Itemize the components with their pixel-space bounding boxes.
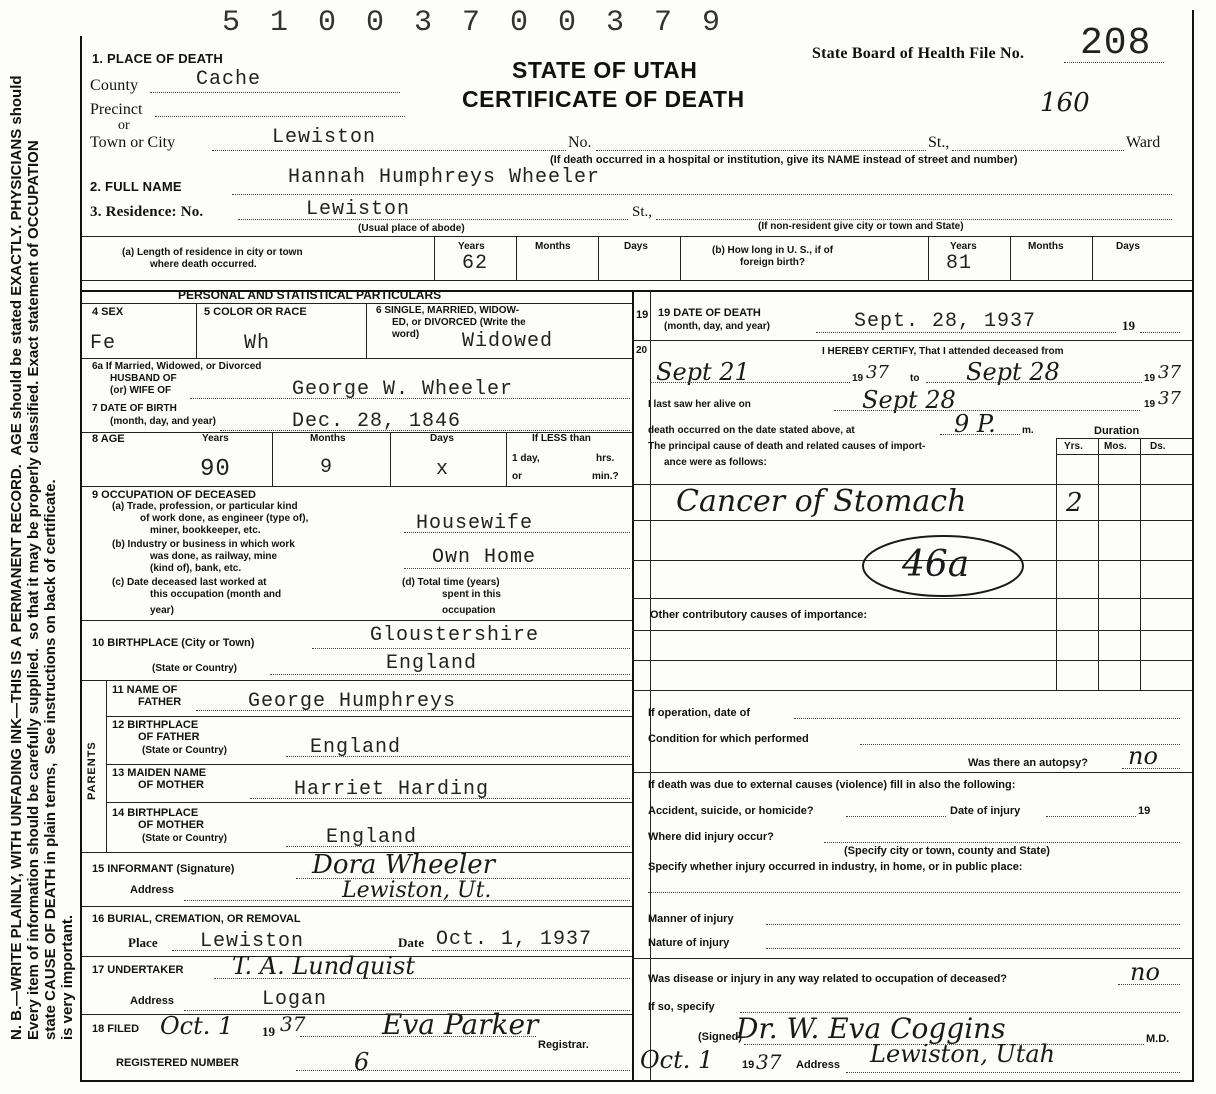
dob-value: Dec. 28, 1846: [292, 410, 462, 433]
occ-d-line2: spent in this: [442, 589, 501, 600]
age-days-header: Days: [430, 433, 454, 444]
mother-birthplace-label-a: 14 BIRTHPLACE: [112, 807, 199, 819]
age-days-value: x: [436, 458, 450, 481]
sex-label: 4 SEX: [92, 306, 124, 318]
file-number: 208: [1080, 22, 1152, 65]
filed-label: 18 FILED: [92, 1023, 140, 1035]
dod-label-a: 19 DATE OF DEATH: [658, 307, 761, 319]
informant-address: Lewiston, Ut.: [342, 878, 492, 903]
registered-number-value: 6: [354, 1048, 370, 1076]
residence-months-header: Months: [535, 241, 571, 252]
dod-19: 19: [1122, 318, 1135, 333]
informant-label: 15 INFORMANT (Signature): [92, 863, 235, 875]
undertaker-address: Logan: [262, 988, 328, 1011]
less-min-label: min.?: [592, 471, 619, 482]
place-heading: 1. PLACE OF DEATH: [92, 51, 224, 66]
sex-value: Fe: [90, 332, 117, 355]
age-years-value: 90: [200, 456, 231, 483]
registrar-signature: Eva Parker: [382, 1008, 539, 1041]
mother-label-b: OF MOTHER: [138, 779, 204, 791]
less-hrs-label: hrs.: [596, 453, 615, 464]
personal-heading: PERSONAL AND STATISTICAL PARTICULARS: [178, 288, 442, 302]
attended-to: Sept 28: [966, 358, 1060, 386]
signed-date: Oct. 1: [640, 1046, 714, 1074]
industry-value: Own Home: [432, 546, 537, 569]
from-year: 37: [866, 362, 889, 383]
where-note: (Specify city or town, county and State): [844, 845, 1050, 857]
no-label: No.: [568, 134, 592, 151]
other-causes-label: Other contributory causes of importance:: [650, 609, 867, 621]
external-causes-label: If death was due to external causes (violence) fill in also the following:: [648, 779, 1016, 791]
condition-label: Condition for which performed: [648, 733, 809, 745]
physician-address-label: Address: [796, 1059, 841, 1071]
filed-year: 37: [280, 1012, 306, 1036]
dod-number: 19: [636, 309, 649, 321]
principal-label-b: ance were as follows:: [664, 457, 767, 468]
county-label: County: [90, 77, 139, 94]
age-months-header: Months: [310, 433, 346, 444]
from-year-prefix: 19: [852, 373, 864, 384]
occ-c-line3: year): [150, 605, 174, 616]
undertaker-address-label: Address: [130, 995, 175, 1007]
father-birthplace-label-a: 12 BIRTHPLACE: [112, 719, 199, 731]
marital-label-c: word): [392, 329, 420, 340]
burial-date-value: Oct. 1, 1937: [436, 928, 593, 951]
length-label-b: where death occurred.: [150, 259, 257, 270]
age-years-header: Years: [202, 433, 229, 444]
mother-birthplace-label-c: (State or Country): [142, 833, 227, 844]
birthplace-label: 10 BIRTHPLACE (City or Town): [92, 637, 255, 649]
injury-date-label: Date of injury: [950, 805, 1021, 817]
operation-label: If operation, date of: [648, 707, 751, 719]
registered-number-label: REGISTERED NUMBER: [116, 1057, 239, 1069]
principal-label-a: The principal cause of death and related causes of import-: [648, 441, 926, 452]
us-years-header: Years: [950, 241, 977, 252]
occ-b-line1: (b) Industry or business in which work: [112, 539, 295, 550]
m-label: m.: [1022, 425, 1034, 436]
age-label: 8 AGE: [92, 433, 125, 445]
us-label-b: foreign birth?: [740, 257, 805, 268]
father-birthplace-label-c: (State or Country): [142, 745, 227, 756]
related-label: Was disease or injury in any way related to occupation of deceased?: [648, 973, 1008, 985]
registration-mark: 160: [1040, 88, 1090, 118]
father-birthplace-label-b: OF FATHER: [138, 731, 200, 743]
to-label: to: [910, 373, 920, 384]
autopsy-label: Was there an autopsy?: [968, 757, 1089, 769]
filed-date: Oct. 1: [160, 1012, 234, 1040]
occupation-value: Housewife: [416, 512, 534, 535]
mother-birthplace-label-b: OF MOTHER: [138, 819, 204, 831]
color-value: Wh: [244, 332, 271, 355]
occurred-label: death occurred on the date stated above, at: [648, 425, 855, 436]
filed-year-prefix: 19: [262, 1024, 275, 1039]
state-title: STATE OF UTAH: [512, 57, 698, 83]
dob-label-b: (month, day, and year): [110, 416, 216, 427]
burial-place-label: Place: [128, 935, 158, 950]
us-months-header: Months: [1028, 241, 1064, 252]
certify-number: 20: [636, 345, 648, 356]
occ-d-line1: (d) Total time (years): [402, 577, 500, 588]
county-value: Cache: [196, 68, 262, 91]
occ-d-line3: occupation: [442, 605, 496, 616]
occupation-heading: 9 OCCUPATION OF DECEASED: [92, 489, 256, 501]
length-label-a: (a) Length of residence in city or town: [122, 247, 303, 258]
less-label: If LESS than: [532, 433, 591, 444]
cause-code: 46a: [902, 544, 970, 585]
marital-label-b: ED, or DIVORCED (Write the: [392, 317, 526, 328]
occ-b-line3: (kind of), bank, etc.: [150, 563, 242, 574]
abode-note: (Usual place of abode): [358, 223, 465, 234]
dob-label-a: 7 DATE OF BIRTH: [92, 403, 177, 414]
undertaker-signature: T. A. Lundquist: [232, 952, 415, 980]
specify-place-label: Specify whether injury occurred in industry, in home, or in public place:: [648, 861, 1023, 873]
residence-label: 3. Residence: No.: [90, 204, 204, 220]
us-days-header: Days: [1116, 241, 1140, 252]
residence-days-header: Days: [624, 241, 648, 252]
certificate-title: CERTIFICATE OF DEATH: [462, 86, 745, 112]
mother-label-a: 13 MAIDEN NAME: [112, 767, 207, 779]
less-or-label: or: [512, 471, 522, 482]
residence-value: Lewiston: [306, 198, 411, 221]
related-value: no: [1130, 958, 1160, 986]
marital-value: Widowed: [462, 330, 554, 353]
certify-text: I HEREBY CERTIFY, That I attended deceased from: [822, 346, 1064, 357]
occ-a-line1: (a) Trade, profession, or particular kind: [112, 501, 298, 512]
town-label: Town or City: [90, 134, 176, 151]
birthplace-country-value: England: [386, 652, 478, 675]
town-value: Lewiston: [272, 126, 377, 149]
precinct-label: Precinct: [90, 101, 143, 118]
dod-value: Sept. 28, 1937: [854, 310, 1037, 333]
husband-label-b: HUSBAND OF: [110, 373, 177, 384]
occ-b-line2: was done, as railway, mine: [150, 551, 278, 562]
father-label-a: 11 NAME OF: [112, 684, 178, 696]
accident-label: Accident, suicide, or homicide?: [648, 805, 814, 817]
md-label: M.D.: [1146, 1033, 1170, 1045]
burial-place-value: Lewiston: [200, 930, 305, 953]
nonresident-note: (If non-resident give city or town and State): [758, 221, 964, 232]
injury-19: 19: [1138, 805, 1151, 817]
if-so-label: If so, specify: [648, 1001, 715, 1013]
marital-label-a: 6 SINGLE, MARRIED, WIDOW-: [376, 305, 520, 316]
age-months-value: 9: [320, 456, 334, 479]
husband-value: George W. Wheeler: [292, 378, 514, 401]
hospital-note: (If death occurred in a hospital or institution, give its NAME instead of street and number): [550, 154, 1018, 166]
ward-label: Ward: [1126, 134, 1161, 151]
us-label-a: (b) How long in U. S., if of: [712, 245, 834, 256]
autopsy-value: no: [1128, 742, 1158, 770]
signed-year-prefix: 19: [742, 1059, 755, 1071]
death-time: 9 P.: [954, 410, 996, 438]
husband-label-c: (or) WIFE OF: [110, 385, 172, 396]
occ-a-line3: miner, bookkeeper, etc.: [150, 525, 261, 536]
residence-st-label: St.,: [632, 204, 653, 220]
last-year-prefix: 19: [1144, 399, 1156, 410]
where-injury-label: Where did injury occur?: [648, 831, 774, 843]
mos-header: Mos.: [1104, 441, 1127, 452]
ds-header: Ds.: [1150, 441, 1166, 452]
signed-year: 37: [756, 1050, 782, 1074]
st-label: St.,: [928, 134, 950, 151]
duration-header: Duration: [1094, 425, 1140, 437]
occ-c-line1: (c) Date deceased last worked at: [112, 577, 267, 588]
informant-signature: Dora Wheeler: [312, 850, 496, 880]
physician-signature: Dr. W. Eva Coggins: [736, 1012, 1006, 1045]
signed-label: (Signed): [698, 1031, 742, 1043]
last-saw-label: I last saw her alive on: [648, 399, 751, 410]
file-number-label: State Board of Health File No.: [812, 45, 1025, 62]
side-instructions: N. B.—WRITE PLAINLY, WITH UNFADING INK—THIS IS A PERMANENT RECORD. AGE should be stated EXACTLY. PHYSICIANS should Every item of information should be carefully supplied. so that it may be properly classified. Exact statement of OCCUPATION state CAUSE OF DEATH in plain terms, See instructions on back of certificate. is very important.: [8, 75, 76, 1040]
husband-label-a: 6a If Married, Widowed, or Divorced: [92, 361, 262, 372]
burial-label: 16 BURIAL, CREMATION, OR REMOVAL: [92, 913, 301, 925]
mother-value: Harriet Harding: [294, 778, 490, 801]
father-value: George Humphreys: [248, 690, 457, 713]
residence-years-header: Years: [458, 241, 485, 252]
yrs-header: Yrs.: [1064, 441, 1083, 452]
to-year: 37: [1158, 362, 1181, 383]
birthplace-state-label: (State or Country): [152, 663, 237, 674]
cause-years: 2: [1066, 488, 1083, 518]
father-birthplace-value: England: [310, 736, 402, 759]
color-label: 5 COLOR OR RACE: [204, 306, 307, 318]
full-name-value: Hannah Humphreys Wheeler: [288, 166, 601, 189]
birthplace-city-value: Gloustershire: [370, 624, 540, 647]
serial-number: 5 1 0 0 3 7 0 0 3 7 9: [222, 6, 727, 40]
informant-address-label: Address: [130, 884, 175, 896]
last-year: 37: [1158, 388, 1181, 409]
full-name-label: 2. FULL NAME: [90, 179, 182, 194]
father-label-b: FATHER: [138, 696, 182, 708]
undertaker-label: 17 UNDERTAKER: [92, 964, 184, 976]
registrar-label: Registrar.: [538, 1039, 589, 1051]
nature-label: Nature of injury: [648, 937, 730, 949]
less-day-label: 1 day,: [512, 453, 540, 464]
cause-of-death: Cancer of Stomach: [676, 484, 967, 519]
attended-from: Sept 21: [656, 358, 750, 386]
burial-date-label: Date: [398, 935, 424, 950]
parents-side-label: PARENTS: [86, 741, 98, 800]
physician-address: Lewiston, Utah: [870, 1040, 1056, 1068]
or-label: or: [118, 118, 130, 133]
manner-label: Manner of injury: [648, 913, 734, 925]
to-year-prefix: 19: [1144, 373, 1156, 384]
us-years-value: 81: [946, 252, 973, 275]
dod-label-b: (month, day, and year): [664, 321, 770, 332]
occ-a-line2: of work done, as engineer (type of),: [140, 513, 309, 524]
mother-birthplace-value: England: [326, 826, 418, 849]
occ-c-line2: this occupation (month and: [150, 589, 282, 600]
residence-years-value: 62: [462, 252, 489, 275]
last-saw-date: Sept 28: [862, 386, 956, 414]
